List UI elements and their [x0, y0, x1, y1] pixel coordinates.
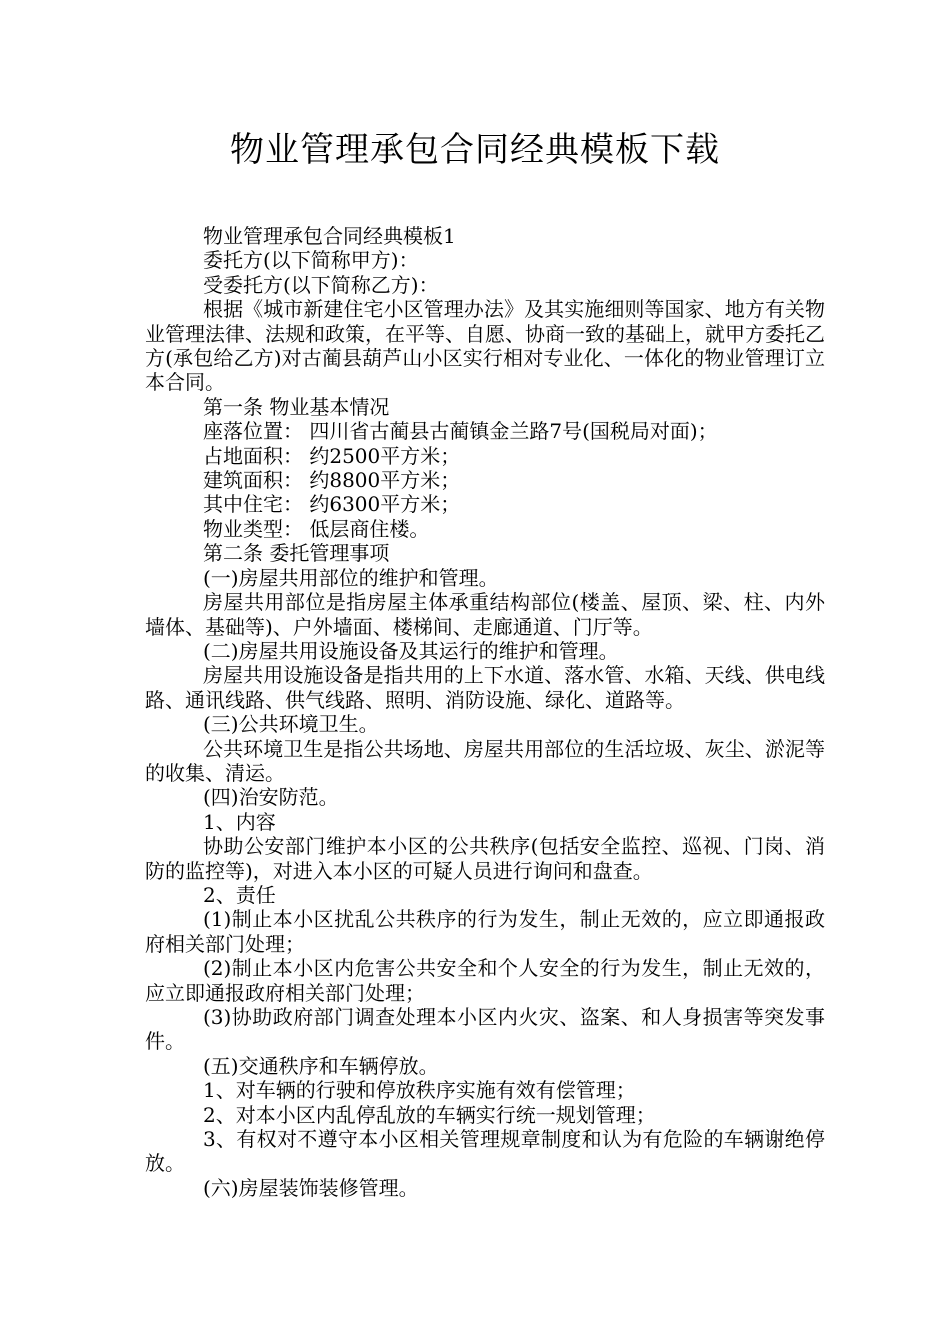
item-4-responsibility-heading: 2、责任 [203, 882, 276, 907]
item-4-content-description: 协助公安部门维护本小区的公共秩序(包括安全监控、巡视、门岗、消防的监控等)，对进入本小区的可疑人员进行询问和盘查。 [145, 834, 825, 883]
paragraph-party-b: 受委托方(以下简称乙方)： [203, 272, 439, 297]
property-land-area: 占地面积： 约2500平方米； [203, 443, 461, 468]
responsibility-1: (1)制止本小区扰乱公共秩序的行为发生，制止无效的，应立即通报政府相关部门处理； [145, 907, 825, 956]
item-5-heading: (五)交通秩序和车辆停放。 [203, 1053, 439, 1078]
item-3-description: 公共环境卫生是指公共场地、房屋共用部位的生活垃圾、灰尘、淤泥等的收集、清运。 [145, 736, 825, 785]
paragraph-template-heading: 物业管理承包合同经典模板1 [203, 224, 456, 248]
traffic-rule-1: 1、对车辆的行驶和停放秩序实施有效有偿管理； [203, 1078, 636, 1103]
item-1-description: 房屋共用部位是指房屋主体承重结构部位(楼盖、屋顶、梁、柱、内外墙体、基础等)、户外墙面、楼梯间、走廊通道、门厅等。 [145, 590, 825, 639]
document-title: 物业管理承包合同经典模板下载 [230, 130, 720, 170]
property-residential-area: 其中住宅： 约6300平方米； [203, 492, 461, 517]
item-1-heading: (一)房屋共用部位的维护和管理。 [203, 565, 499, 590]
property-location: 座落位置： 四川省古蔺县古蔺镇金兰路7号(国税局对面)； [203, 419, 718, 444]
item-2-description: 房屋共用设施设备是指共用的上下水道、落水管、水箱、天线、供电线路、通讯线路、供气线路、照明、消防设施、绿化、道路等。 [145, 663, 825, 712]
item-4-content-heading: 1、内容 [203, 809, 276, 834]
responsibility-2: (2)制止本小区内危害公共安全和个人安全的行为发生，制止无效的，应立即通报政府相关部门处理； [145, 956, 825, 1005]
item-4-heading: (四)治安防范。 [203, 785, 339, 810]
item-6-heading: (六)房屋装饰装修管理。 [203, 1175, 419, 1200]
traffic-rule-2: 2、对本小区内乱停乱放的车辆实行统一规划管理； [203, 1102, 656, 1127]
article-2-heading: 第二条 委托管理事项 [203, 541, 390, 566]
property-building-area: 建筑面积： 约8800平方米； [203, 468, 461, 493]
article-1-heading: 第一条 物业基本情况 [203, 394, 390, 419]
property-type: 物业类型： 低层商住楼。 [203, 516, 430, 541]
responsibility-3: (3)协助政府部门调查处理本小区内火灾、盗案、和人身损害等突发事件。 [145, 1005, 825, 1054]
paragraph-preamble: 根据《城市新建住宅小区管理办法》及其实施细则等国家、地方有关物业管理法律、法规和政策，在平等、自愿、协商一致的基础上，就甲方委托乙方(承包给乙方)对古蔺县葫芦山小区实行相对专业化、一体化的物业管理订立本合同。 [145, 297, 825, 395]
paragraph-party-a: 委托方(以下简称甲方)： [203, 248, 419, 273]
item-3-heading: (三)公共环境卫生。 [203, 712, 379, 737]
document-body [145, 224, 825, 1200]
item-2-heading: (二)房屋共用设施设备及其运行的维护和管理。 [203, 638, 619, 663]
traffic-rule-3: 3、有权对不遵守本小区相关管理规章制度和认为有危险的车辆谢绝停放。 [145, 1127, 825, 1176]
